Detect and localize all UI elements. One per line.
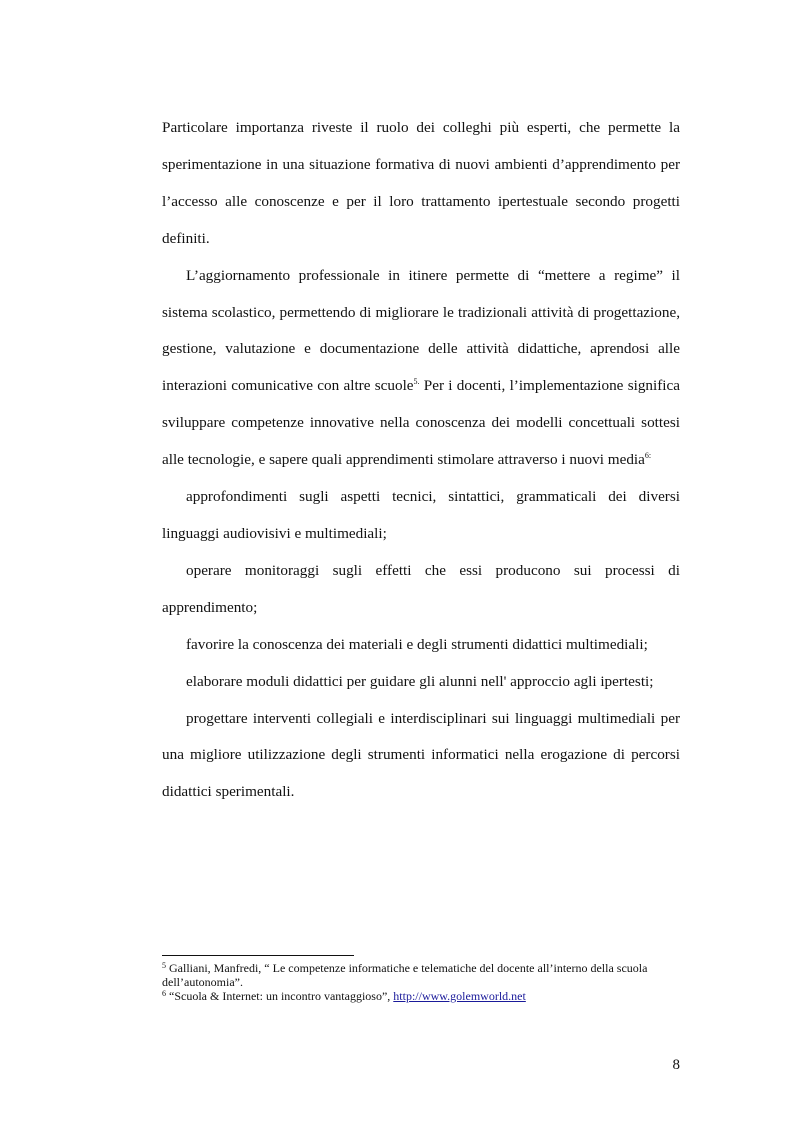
footnote-ref-6[interactable]: 6: <box>644 451 652 461</box>
paragraph-aggiornamento-text-1: L’aggiornamento professionale in itinere permette di “mettere a regime” il sistema scolastico, permettendo di migliorare le tradizionali attività di progettazione, gestione, valutazione e documentazione delle attività didattiche, aprendosi alle interazioni comunicative con altre scuole <box>162 266 680 395</box>
list-item-moduli: elaborare moduli didattici per guidare gli alunni nell' approccio agli ipertesti; <box>186 672 654 690</box>
paragraph-colleghi: Particolare importanza riveste il ruolo dei colleghi più esperti, che permette la sperimentazione in una situazione formativa di nuovi ambienti d’apprendimento per l’accesso alle conoscenze e per il loro trattamento ipertestuale secondo progetti definiti. <box>162 119 680 247</box>
page-number: 8 <box>672 1057 680 1073</box>
list-item-materiali: favorire la conoscenza dei materiali e degli strumenti didattici multimediali; <box>186 635 648 653</box>
footnote-5-number: 5 <box>162 961 166 970</box>
paragraph-aggiornamento <box>162 258 680 479</box>
list-item-interventi: progettare interventi collegiali e interdisciplinari sui linguaggi multimediali per una migliore utilizzazione degli strumenti informatici nella erogazione di percorsi didattici sperimentali. <box>162 709 680 801</box>
list-item-approfondimenti: approfondimenti sugli aspetti tecnici, sintattici, grammaticali dei diversi linguaggi audiovisivi e multimediali; <box>162 488 680 542</box>
footnote-6-text: “Scuola & Internet: un incontro vantaggioso”, <box>166 989 394 1003</box>
footnotes <box>162 961 680 1003</box>
footnote-separator <box>162 955 354 956</box>
footnote-ref-5[interactable]: 5. <box>413 377 420 387</box>
footnote-5 <box>162 961 680 989</box>
list-item-monitoraggi: operare monitoraggi sugli effetti che essi producono sui processi di apprendimento; <box>162 561 680 616</box>
footnote-6 <box>162 989 680 1003</box>
footnote-6-link[interactable]: http://www.golemworld.net <box>393 989 526 1003</box>
footnote-5-text: Galliani, Manfredi, “ Le competenze informatiche e telematiche del docente all’interno della scuola dell’autonomia”. <box>162 961 648 989</box>
footnote-6-number: 6 <box>162 989 166 998</box>
paragraph-aggiornamento-text-2: Per i docenti, l’implementazione significa sviluppare competenze innovative nella conoscenza dei modelli concettuali sottesi alle tecnologie, e sapere quali apprendimenti stimolare attraverso i nuovi media <box>162 377 680 469</box>
body-text <box>162 110 680 811</box>
